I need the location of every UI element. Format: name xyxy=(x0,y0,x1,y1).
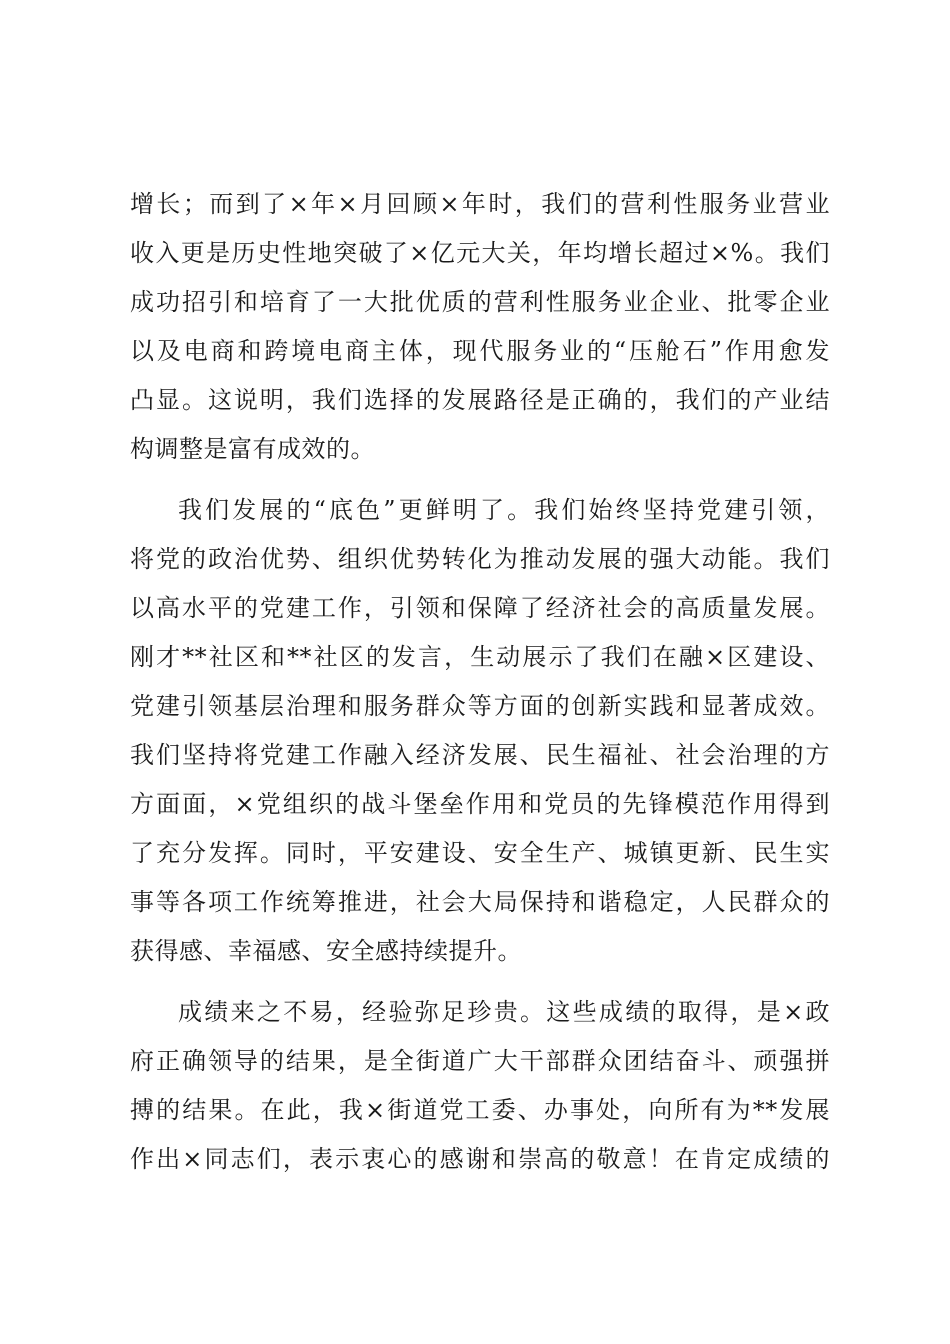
text-line: 构调整是富有成效的。 xyxy=(130,435,375,463)
paragraph-1 xyxy=(130,180,830,474)
text-line: 了充分发挥。同时，平安建设、安全生产、城镇更新、民生实 xyxy=(130,839,830,867)
paragraph-spacer xyxy=(130,976,830,988)
text-line: 党建引领基层治理和服务群众等方面的创新实践和显著成效。 xyxy=(130,692,830,720)
text-line: 以高水平的党建工作，引领和保障了经济社会的高质量发展。 xyxy=(130,594,830,622)
text-line: 凸显。这说明，我们选择的发展路径是正确的，我们的产业结 xyxy=(130,386,830,414)
text-line: 成功招引和培育了一大批优质的营利性服务业企业、批零企业 xyxy=(130,288,830,316)
paragraph-spacer xyxy=(130,474,830,486)
text-line: 我们坚持将党建工作融入经济发展、民生福祉、社会治理的方 xyxy=(130,741,830,769)
text-line: 我们发展的“底色”更鲜明了。我们始终坚持党建引领， xyxy=(178,496,830,524)
text-line: 作出×同志们，表示衷心的感谢和崇高的敬意！在肯定成绩的 xyxy=(130,1145,830,1173)
text-line: 以及电商和跨境电商主体，现代服务业的“压舱石”作用愈发 xyxy=(130,337,830,365)
paragraph-2 xyxy=(130,486,830,976)
text-line: 方面面，×党组织的战斗堡垒作用和党员的先锋模范作用得到 xyxy=(130,790,830,818)
text-line: 刚才**社区和**社区的发言，生动展示了我们在融×区建设、 xyxy=(130,643,830,671)
text-line: 获得感、幸福感、安全感持续提升。 xyxy=(130,937,522,965)
text-line: 收入更是历史性地突破了×亿元大关，年均增长超过×%。我们 xyxy=(130,239,830,267)
text-line: 府正确领导的结果，是全街道广大干部群众团结奋斗、顽强拼 xyxy=(130,1047,830,1075)
document-body xyxy=(130,180,830,1184)
text-line: 将党的政治优势、组织优势转化为推动发展的强大动能。我们 xyxy=(130,545,830,573)
text-line: 成绩来之不易，经验弥足珍贵。这些成绩的取得，是×政 xyxy=(178,998,830,1026)
text-line: 搏的结果。在此，我×街道党工委、办事处，向所有为**发展 xyxy=(130,1096,830,1124)
paragraph-3 xyxy=(130,988,830,1184)
text-line: 事等各项工作统筹推进，社会大局保持和谐稳定，人民群众的 xyxy=(130,888,830,916)
text-line: 增长；而到了×年×月回顾×年时，我们的营利性服务业营业 xyxy=(130,190,830,218)
